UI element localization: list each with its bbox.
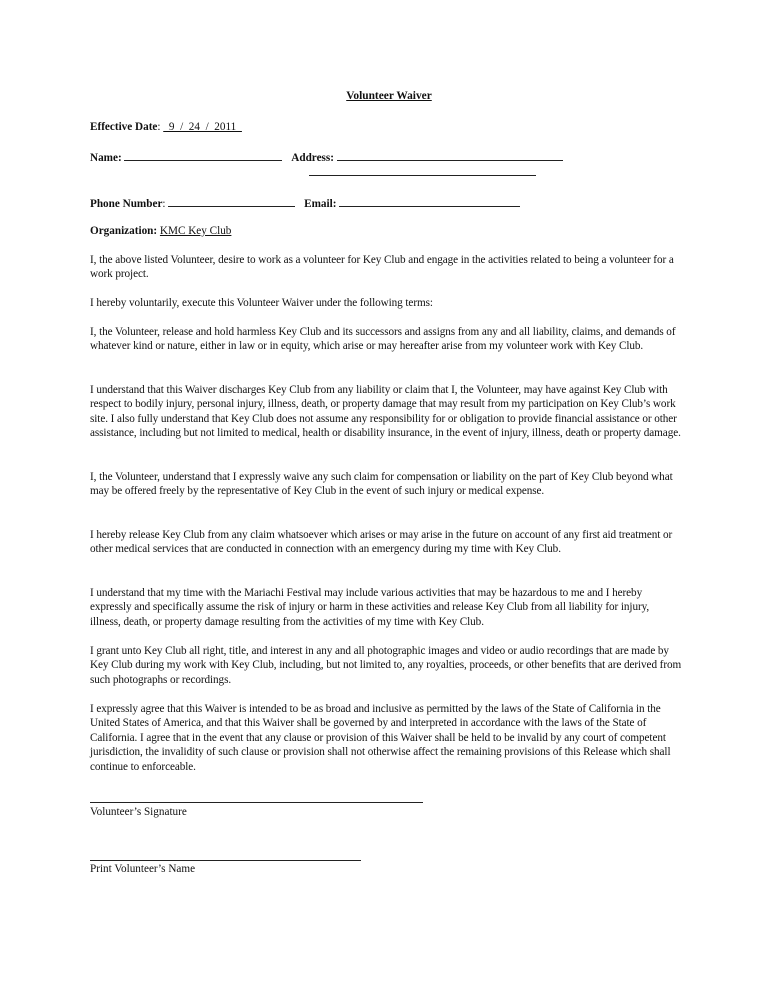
paragraph-medical-release: I hereby release Key Club from any claim whatsoever which arises or may arise in the future on account of any first aid treatment or other medical services that are conducted in connection with an emergency during my time with Key Club. (90, 529, 673, 556)
paragraph-media-rights: I grant unto Key Club all right, title, and interest in any and all photographic images and video or audio recordings that are made by Key Club during my work with Key Club, including, but not limited to, any royalties, proceeds, or other benefits that are derived from such photographs or recordings. (90, 645, 682, 686)
name-field[interactable] (124, 149, 282, 161)
print-name-label: Print Volunteer’s Name (90, 863, 196, 875)
effective-date-row: Effective Date: _9_/_24_/_2011_ (90, 121, 242, 133)
document-title: Volunteer Waiver (346, 90, 432, 102)
signature-label: Volunteer’s Signature (90, 806, 187, 818)
phone-email-row: Phone Number: Email: (90, 195, 520, 211)
signature-line[interactable] (90, 802, 423, 803)
organization-value: KMC Key Club (159, 225, 232, 237)
organization-row (90, 224, 231, 238)
effective-date-label: Effective Date (90, 121, 158, 133)
address-line-2-row (309, 164, 536, 180)
organization-label: Organization: (90, 225, 158, 237)
name-address-row (90, 149, 563, 165)
paragraph-terms-intro: I hereby voluntarily, execute this Volunteer Waiver under the following terms: (90, 297, 433, 309)
paragraph-governing-law: I expressly agree that this Waiver is intended to be as broad and inclusive as permitted by the laws of the State of California in the United States of America, and that this Waiver shall be governed by and interpreted in accordance with the laws of the State of California. I agree that in the event that any clause or provision of this Waiver shall be held to be invalid by any court of competent jurisdiction, the invalidity of such clause or provision shall not otherwise affect the remaining provisions of this Release which shall continue to enforceable. (90, 703, 671, 773)
name-label: Name: (90, 152, 122, 164)
effective-date-value: _9_/_24_/_2011_ (163, 121, 242, 133)
email-label: Email: (304, 198, 337, 210)
phone-label: Phone Number (90, 198, 163, 210)
address-label: Address: (291, 152, 334, 164)
print-name-line[interactable] (90, 860, 361, 861)
paragraph-assume-risk: I understand that my time with the Mariachi Festival may include various activities that may be hazardous to me and I hereby expressly and specifically assume the risk of injury or harm in these activities and release Key Club from all liability for injury, illness, death, or property damage resulting from the activities of my time with Key Club. (90, 587, 650, 628)
address-field-line-1[interactable] (337, 149, 563, 161)
paragraph-waive-claims: I, the Volunteer, understand that I expressly waive any such claim for compensation or liability on the part of Key Club beyond what may be offered freely by the representative of Key Club in the event of such injury or medical expense. (90, 471, 673, 498)
paragraph-discharge: I understand that this Waiver discharges Key Club from any liability or claim that I, the Volunteer, may have against Key Club with respect to bodily injury, personal injury, illness, death, or property damage that may result from my participation on Key Club’s work site. I also fully understand that Key Club does not assume any responsibility for or obligation to provide financial assistance or other assistance, including but not limited to medical, health or disability insurance, in the event of injury, illness, death or property damage. (90, 384, 681, 440)
paragraph-intro: I, the above listed Volunteer, desire to work as a volunteer for Key Club and engage in the activities related to being a volunteer for a work project. (90, 254, 674, 281)
paragraph-release: I, the Volunteer, release and hold harmless Key Club and its successors and assigns from any and all liability, claims, and demands of whatever kind or nature, either in law or in equity, which arise or may hereafter arise from my volunteer work with Key Club. (90, 326, 676, 353)
email-field[interactable] (339, 195, 520, 207)
address-field-line-2[interactable] (309, 164, 536, 176)
phone-field[interactable] (168, 195, 295, 207)
